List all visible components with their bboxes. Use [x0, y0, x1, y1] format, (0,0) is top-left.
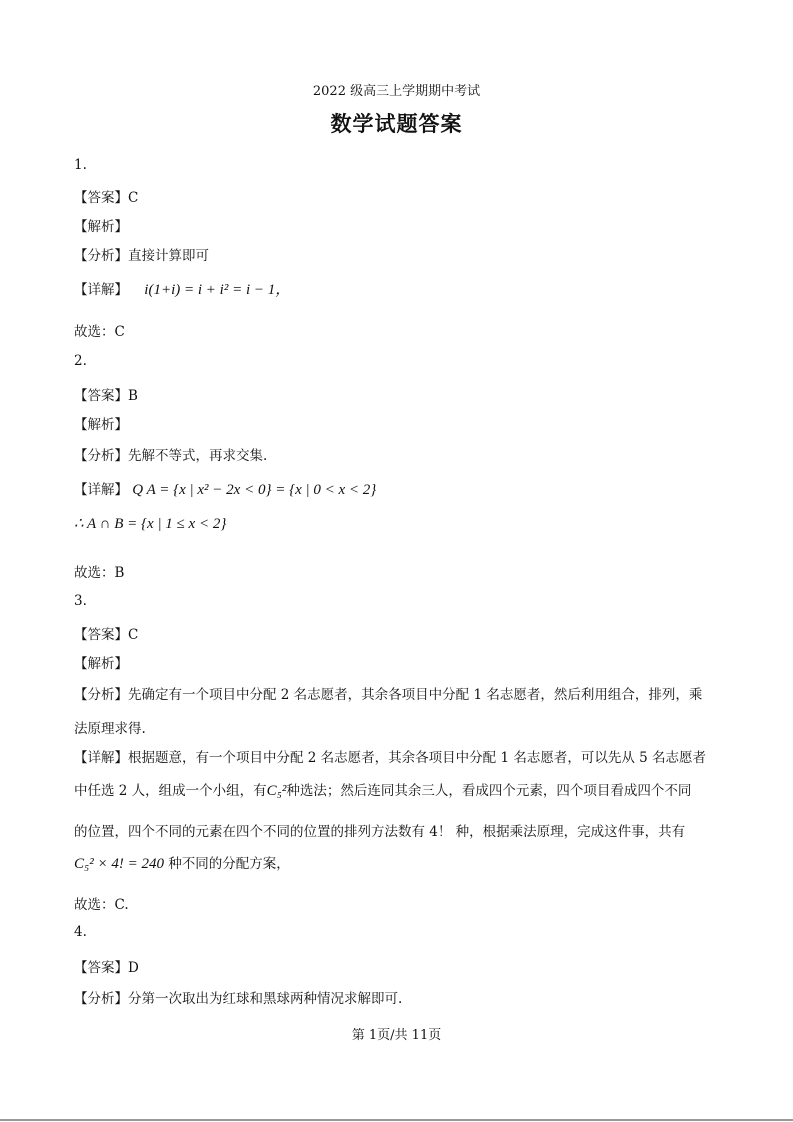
q4-answer: 【答案】D [74, 960, 139, 976]
q3-number: 3. [74, 593, 87, 609]
q2-intersection-math: ∴ A ∩ B = {x | 1 ≤ x < 2} [74, 516, 227, 532]
q3-select: 故选：C. [74, 897, 129, 913]
q3-xiangjie-line2-b: 种选法；然后连同其余三人，看成四个元素，四个项目看成四个不同 [286, 783, 692, 799]
q3-xiangjie-line2-a: 中任选 2 人，组成一个小组，有 [74, 783, 267, 799]
q1-jiexi: 【解析】 [74, 219, 128, 235]
q1-xiangjie-label: 【详解】 [74, 282, 128, 298]
q2-jiexi: 【解析】 [74, 417, 128, 433]
q1-select: 故选：C [74, 324, 125, 340]
q3-xiangjie-line4 [74, 852, 290, 873]
q1-xiangjie [74, 278, 290, 299]
bottom-divider [0, 1119, 793, 1121]
q3-fenxi-line2: 法原理求得. [74, 721, 146, 737]
q2-fenxi: 【分析】先解不等式，再求交集. [74, 448, 268, 464]
q1-answer: 【答案】C [74, 190, 139, 206]
q1-fenxi: 【分析】直接计算即可 [74, 248, 209, 264]
q2-number: 2. [74, 353, 87, 369]
q1-number: 1. [74, 157, 87, 173]
q3-combination-math: C₅² [266, 783, 287, 799]
q4-fenxi: 【分析】分第一次取出为红球和黑球两种情况求解即可. [74, 991, 403, 1007]
q2-xiangjie [74, 478, 376, 499]
q3-xiangjie-line1: 【详解】根据题意，有一个项目中分配 2 名志愿者，其余各项目中分配 1 名志愿者，可以先从 5 名志愿者 [74, 750, 707, 766]
q2-xiangjie-label: 【详解】 [74, 482, 128, 498]
page-title: 数学试题答案 [330, 111, 463, 136]
q2-select: 故选：B [74, 565, 125, 581]
q4-number: 4. [74, 924, 87, 940]
q2-intersection [74, 514, 226, 533]
q3-xiangjie-line4-b: 种不同的分配方案， [168, 856, 290, 872]
q3-fenxi-line1: 【分析】先确定有一个项目中分配 2 名志愿者，其余各项目中分配 1 名志愿者，然后利用组合，排列，乘 [74, 687, 703, 703]
q3-jiexi: 【解析】 [74, 656, 128, 672]
q2-xiangjie-math: Q A = {x | x² − 2x < 0} = {x | 0 < x < 2} [132, 482, 377, 498]
q3-total-math: C₅² × 4! = 240 [74, 856, 164, 872]
q3-answer: 【答案】C [74, 627, 139, 643]
exam-header: 2022 级高三上学期期中考试 [312, 84, 481, 99]
q1-xiangjie-math: i(1+i) = i + i² = i − 1， [144, 282, 291, 298]
q3-xiangjie-line2 [74, 779, 691, 800]
page-footer: 第 1页/共 11页 [351, 1028, 442, 1043]
q3-xiangjie-line3: 的位置，四个不同的元素在四个不同的位置的排列方法数有 4！ 种，根据乘法原理，完成这件事，共有 [74, 824, 686, 840]
q2-answer: 【答案】B [74, 388, 138, 404]
